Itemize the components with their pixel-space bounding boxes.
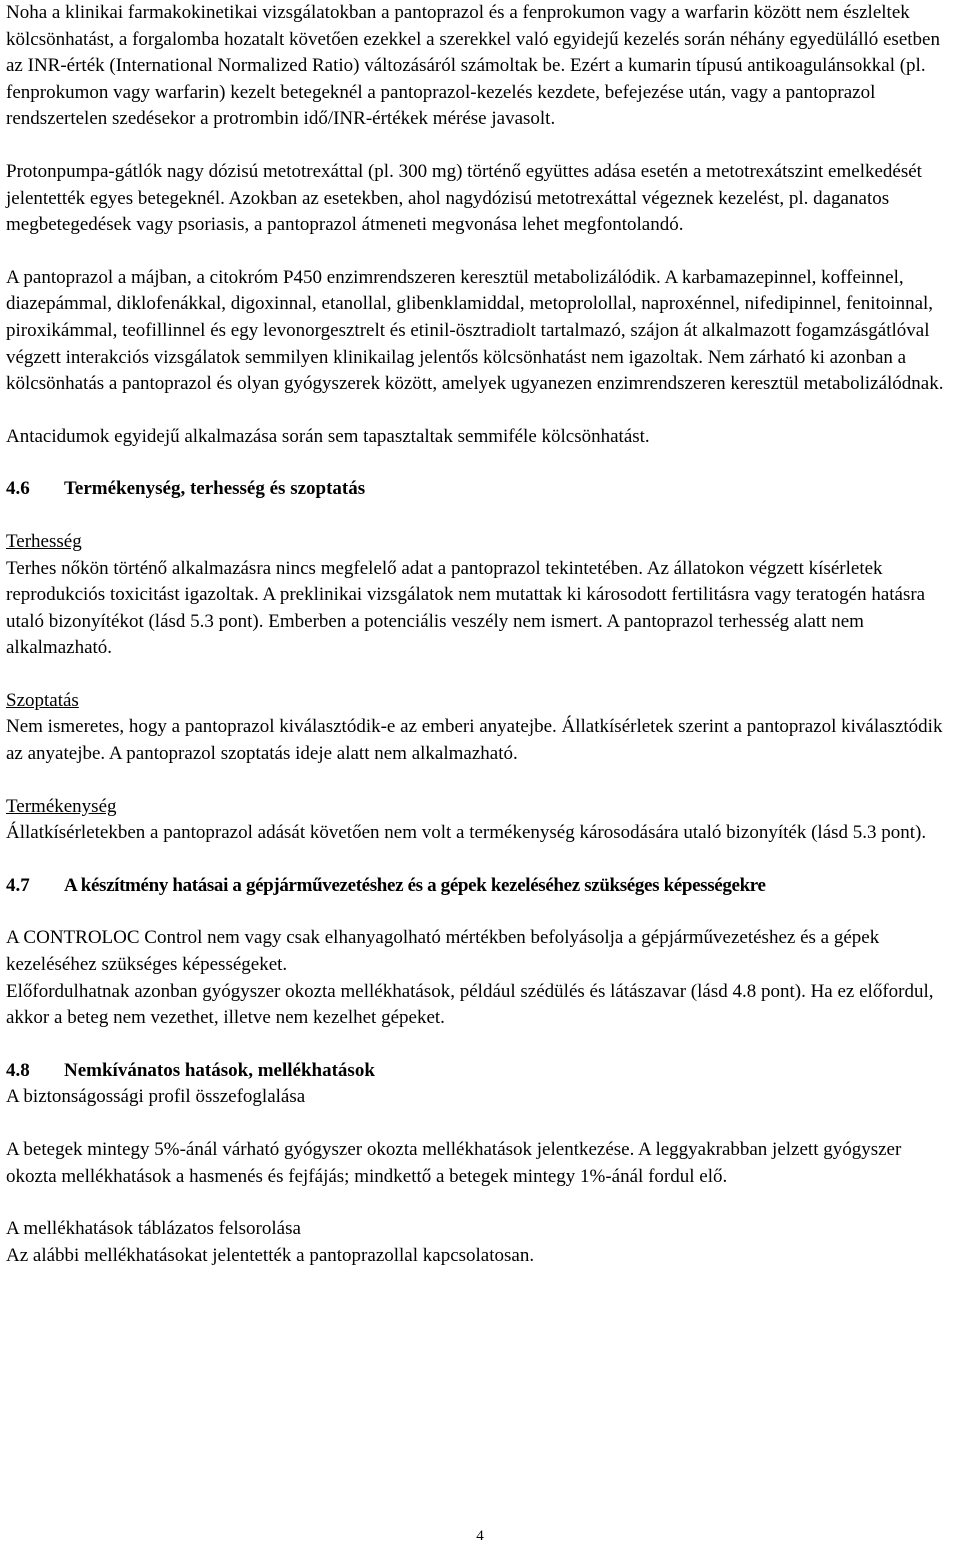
safety-profile-paragraph: A betegek mintegy 5%-ánál várható gyógyszer okozta mellékhatások jelentkezése. A leggyakrabban jelzett gyógyszer okozta mellékhatások a hasmenés és fejfájás; mindkettő a betegek mintegy 1%-ánál fordul elő.: [6, 1139, 902, 1187]
section-title: Termékenység, terhesség és szoptatás: [64, 478, 366, 500]
section-heading-4-6: [6, 476, 956, 503]
section-number: 4.8: [6, 1059, 30, 1081]
pregnancy-paragraph: Terhes nőkön történő alkalmazásra nincs megfelelő adat a pantoprazol tekintetében. Az állatokon végzett kísérletek reprodukciós toxicitást igazoltak. A preklinikai vizsgálatok nem mutattak ki károsodott fertilitásra vagy teratogén hatásra utaló bizonyítékot (lásd 5.3 pont). Emberben a potenciális veszély nem ismert. A pantoprazol terhesség alatt nem alkalmazható.: [6, 557, 926, 659]
safety-profile-heading: A biztonságossági profil összefoglalása: [6, 1086, 306, 1108]
subheading-fertility: Termékenység: [6, 795, 117, 817]
driving-paragraph-1: A CONTROLOC Control nem vagy csak elhanyagolható mértékben befolyásolja a gépjárművezetéshez és a gépek kezeléséhez szükséges képességeket.: [6, 927, 880, 976]
section-title: Nemkívánatos hatások, mellékhatások: [64, 1059, 375, 1081]
fertility-paragraph: Állatkísérletekben a pantoprazol adását követően nem volt a termékenység károsodására utaló bizonyíték (lásd 5.3 pont).: [6, 822, 927, 844]
driving-paragraph-2: Előfordulhatnak azonban gyógyszer okozta mellékhatások, például szédülés és látászavar (lásd 4.8 pont). Ha ez előfordul, akkor a beteg nem vezethet, illetve nem kezelhet gépeket.: [6, 980, 934, 1029]
section-title: A készítmény hatásai a gépjárművezetéshez és a gépek kezeléséhez szükséges képességekre: [64, 874, 766, 896]
interaction-paragraph-methotrexate: Protonpumpa-gátlók nagy dózisú metotrexáttal (pl. 300 mg) történő együttes adása esetén a metotrexátszint emelkedését jelentették egyes betegeknél. Azokban az esetekben, ahol nagydózisú metotrexáttal végeznek kezelést, pl. daganatos megbetegedések vagy psoriasis, a pantoprazol átmeneti megvonása lehet megfontolandó.: [6, 160, 922, 236]
tabulated-list-intro: Az alábbi mellékhatásokat jelentették a pantoprazollal kapcsolatosan.: [6, 1244, 535, 1266]
subheading-pregnancy: Terhesség: [6, 530, 82, 552]
section-number: 4.6: [6, 478, 30, 500]
subheading-breastfeeding: Szoptatás: [6, 689, 79, 711]
breastfeeding-paragraph: Nem ismeretes, hogy a pantoprazol kiválasztódik-e az emberi anyatejbe. Állatkísérletek szerint a pantoprazol kiválasztódik az anyatejbe. A pantoprazol szoptatás ideje alatt nem alkalmazható.: [6, 716, 943, 765]
tabulated-list-heading: A mellékhatások táblázatos felsorolása: [6, 1218, 301, 1240]
section-heading-4-8: [6, 1058, 956, 1085]
section-heading-4-7: [6, 873, 956, 900]
interaction-paragraph-antacids: Antacidumok egyidejű alkalmazása során sem tapasztaltak semmiféle kölcsönhatást.: [6, 425, 650, 447]
page-number: 4: [476, 1528, 484, 1544]
interaction-paragraph-cyp450: A pantoprazol a májban, a citokróm P450 enzimrendszeren keresztül metabolizálódik. A karbamazepinnel, koffeinnel, diazepámmal, diklofenákkal, digoxinnal, etanollal, glibenklamiddal, metoprolollal, naproxénnel, nifedipinnel, fenitoinnal, piroxikámmal, teofillinnel és egy levonorgesztrelt és etinil-ösztradiolt tartalmazó, szájon át alkalmazott fogamzásgátlóval végzett interakciós vizsgálatok semmilyen klinikailag jelentős kölcsönhatást nem igazoltak. Nem zárható ki azonban a kölcsönhatás a pantoprazol és olyan gyógyszerek között, amelyek ugyanezen enzimrendszeren keresztül metabolizálódnak.: [6, 266, 944, 395]
interaction-paragraph-warfarin: Noha a klinikai farmakokinetikai vizsgálatokban a pantoprazol és a fenprokumon vagy a warfarin között nem észleltek kölcsönhatást, a forgalomba hozatalt követően ezekkel a szerekkel való egyidejű kezelés során néhány egyedülálló esetben az INR-érték (International Normalized Ratio) változásáról számoltak be. Ezért a kumarin típusú antikoagulánsokkal (pl. fenprokumon vagy warfarin) kezelt betegeknél a pantoprazol-kezelés kezdete, befejezése után, vagy a pantoprazol rendszertelen szedésekor a protrombin idő/INR-értékek mérése javasolt.: [6, 2, 940, 130]
section-number: 4.7: [6, 874, 30, 896]
